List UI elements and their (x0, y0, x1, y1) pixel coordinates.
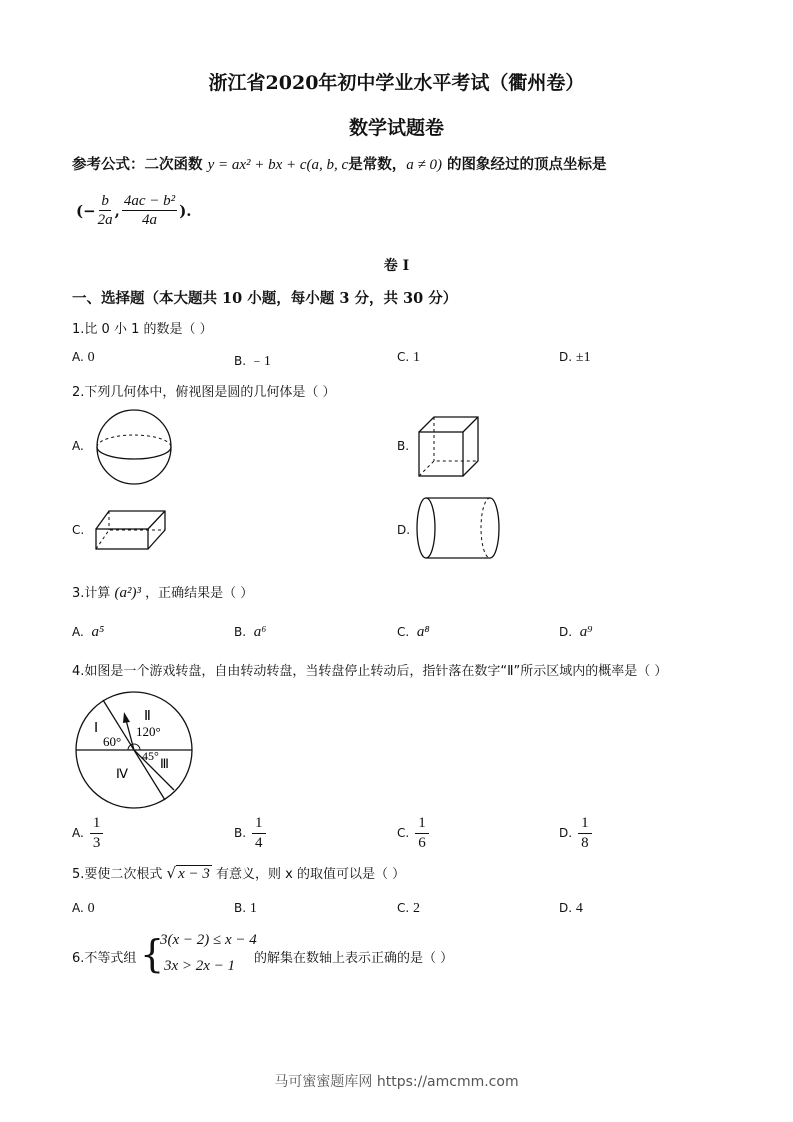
question-5-option-a[interactable] (72, 901, 95, 917)
question-3-option-c[interactable] (397, 624, 430, 641)
question-5-option-c[interactable] (397, 901, 420, 917)
question-4-stem: 4.如图是一个游戏转盘，自由转动转盘，当转盘停止转动后，指针落在数字“Ⅱ”所示区域内的概率是（ ） (72, 664, 668, 679)
option-value: a⁹ (579, 624, 593, 640)
option-letter: B. (234, 625, 247, 639)
option-value: 4 (575, 901, 583, 916)
option-letter: D. (559, 350, 573, 364)
vertex-close: ). (179, 201, 192, 220)
vertex-fraction-x (98, 192, 113, 229)
question-3-stem (72, 582, 253, 602)
option-value: 0 (87, 350, 95, 365)
question-4-option-a[interactable] (72, 814, 103, 853)
cube-figure (418, 416, 480, 478)
footer-watermark: 马可蜜蜜题库网 https://amcmm.com (274, 1074, 519, 1090)
vertex-comma: , (114, 201, 120, 220)
question-2-option-b[interactable]: B. (397, 439, 410, 453)
fraction-numerator: 1 (252, 814, 266, 834)
prism-figure (95, 509, 167, 551)
question-3-option-a[interactable] (72, 624, 104, 641)
reference-suffix: 的图象经过的顶点坐标是 (447, 156, 607, 173)
option-value: ±1 (575, 350, 591, 365)
option-value: 1 (249, 901, 257, 916)
question-4-option-c[interactable] (397, 814, 429, 853)
spinner-figure (74, 690, 194, 810)
option-value: a⁶ (253, 624, 267, 640)
question-3-option-d[interactable] (559, 624, 592, 641)
option-letter: A. (72, 350, 84, 364)
option-letter: B. (234, 826, 247, 840)
stem-prefix: 5.要使二次根式 (72, 867, 163, 882)
question-5-option-d[interactable] (559, 901, 583, 917)
fraction-denominator: 4 (255, 835, 263, 851)
question-6-prefix: 6.不等式组 (72, 951, 137, 966)
question-4-option-d[interactable] (559, 814, 592, 853)
question-1-option-d[interactable] (559, 350, 591, 366)
option-fraction (578, 814, 592, 853)
stem-expression: x − 3 (178, 866, 210, 882)
stem-prefix: 3.计算 (72, 586, 111, 601)
question-3-option-b[interactable] (234, 624, 266, 641)
reference-middle: 是常数， (348, 156, 407, 173)
fraction-numerator: 1 (415, 814, 429, 834)
question-2-option-c[interactable]: C. (72, 523, 85, 537)
sector-1-label: Ⅰ (94, 721, 99, 736)
option-letter: C. (397, 901, 410, 915)
fraction-denominator: 8 (581, 835, 589, 851)
question-2-option-d[interactable]: D. (397, 523, 411, 537)
question-1-option-b[interactable] (234, 350, 271, 370)
reference-prefix: 参考公式：二次函数 (72, 156, 203, 173)
reference-formula (72, 153, 607, 174)
option-letter: B. (234, 901, 247, 915)
question-1-stem: 1.比 0 小 1 的数是（ ） (72, 322, 213, 337)
option-value: 0 (87, 901, 95, 916)
reference-condition: a ≠ 0) (406, 157, 442, 173)
option-value: a⁵ (91, 624, 105, 640)
vertex-formula (76, 192, 192, 229)
sphere-figure (96, 410, 176, 486)
vertex-fraction-y (122, 192, 177, 229)
stem-suffix: 有意义，则 x 的取值可以是（ ） (216, 867, 406, 882)
option-value: 1 (413, 350, 421, 365)
fraction-denominator: 4a (142, 212, 158, 228)
question-2-option-a[interactable]: A. (72, 439, 84, 453)
fraction-numerator: 1 (578, 814, 592, 834)
fraction-denominator: 2a (97, 212, 113, 228)
stem-suffix: ，正确结果是（ ） (145, 586, 254, 601)
cylinder-figure (416, 497, 502, 561)
question-6-suffix: 的解集在数轴上表示正确的是（ ） (254, 951, 454, 966)
radical-sign: √ (166, 864, 177, 882)
question-5-option-b[interactable] (234, 901, 257, 917)
option-letter: C. (397, 826, 410, 840)
page-title: 浙江省2020年初中学业水平考试（衢州卷） (208, 72, 585, 94)
option-value: ﹣1 (249, 354, 271, 369)
option-letter: A. (72, 826, 84, 840)
fraction-denominator: 6 (418, 835, 426, 851)
system-brace: { (140, 932, 165, 976)
angle-45-label: 45° (142, 749, 159, 763)
volume-label: 卷 I (383, 258, 410, 274)
fraction-denominator: 3 (92, 835, 101, 851)
question-4-option-b[interactable] (234, 814, 266, 853)
fraction-numerator: 1 (90, 814, 104, 834)
fraction-numerator: 4ac − b² (123, 193, 176, 209)
option-letter: D. (559, 826, 573, 840)
option-letter: C. (397, 625, 410, 639)
vertex-open: (− (76, 201, 96, 220)
angle-120-label: 120° (136, 724, 161, 739)
sector-3-label: Ⅲ (160, 756, 169, 771)
sector-4-label: Ⅳ (116, 766, 128, 781)
sector-2-label: Ⅱ (144, 709, 151, 724)
question-1-option-a[interactable] (72, 350, 95, 366)
section-heading: 一、选择题（本大题共 10 小题，每小题 3 分，共 30 分） (72, 290, 458, 307)
question-5-stem (72, 863, 405, 883)
option-letter: D. (559, 901, 573, 915)
reference-function: y = ax² + bx + c(a, b, c (207, 157, 349, 173)
option-letter: C. (397, 350, 410, 364)
stem-expression: (a²)³ (114, 585, 142, 601)
option-letter: B. (234, 354, 247, 368)
fraction-numerator: b (101, 193, 109, 209)
option-fraction (90, 814, 104, 853)
inequality-line-2: 3x > 2x − 1 (164, 958, 236, 974)
question-2-stem: 2.下列几何体中，俯视图是圆的几何体是（ ） (72, 385, 336, 400)
option-value: 2 (413, 901, 421, 916)
option-letter: D. (559, 625, 573, 639)
inequality-line-1: 3(x − 2) ≤ x − 4 (160, 932, 257, 948)
option-letter: A. (72, 625, 84, 639)
option-value: a⁸ (416, 624, 430, 640)
angle-60-label: 60° (103, 734, 122, 749)
page-subtitle: 数学试题卷 (348, 117, 444, 139)
question-1-option-c[interactable] (397, 350, 420, 366)
option-letter: A. (72, 901, 84, 915)
option-fraction (252, 814, 266, 853)
option-fraction (415, 814, 429, 853)
